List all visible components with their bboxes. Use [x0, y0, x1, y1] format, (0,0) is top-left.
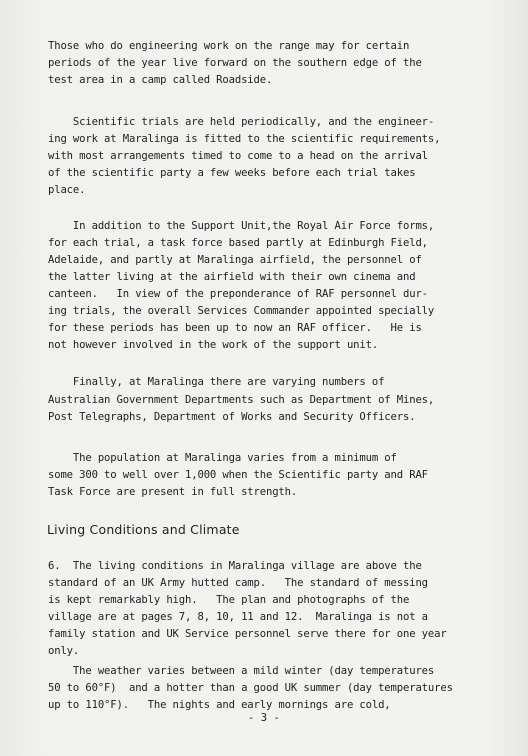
paragraph-4-line-1: Finally, at Maralinga there are varying numbers of: [48, 376, 385, 388]
section-heading: Living Conditions and Climate: [47, 522, 240, 537]
section-paragraph-1-line-6: only.: [48, 645, 80, 657]
section-paragraph-1-line-4: village are at pages 7, 8, 10, 11 and 12. Maralinga is not a: [48, 611, 428, 623]
paragraph-3-line-5: canteen. In view of the preponderance of RAF personnel dur-: [48, 288, 428, 300]
paragraph-3-line-2: for each trial, a task force based partly at Edinburgh Field,: [48, 237, 428, 249]
paragraph-3-line-6: ing trials, the overall Services Commander appointed specially: [48, 305, 435, 317]
paragraph-2-line-1: Scientific trials are held periodically, and the engineer-: [48, 116, 435, 128]
paragraph-1-line-2: periods of the year live forward on the southern edge of the: [48, 57, 422, 69]
page-number: - 3 -: [248, 712, 280, 724]
paragraph-3-line-7: for these periods has been up to now an RAF officer. He is: [48, 322, 422, 334]
section-paragraph-1-line-1: 6. The living conditions in Maralinga village are above the: [48, 560, 422, 572]
paragraph-3-line-3: Adelaide, and partly at Maralinga airfield, the personnel of: [48, 254, 422, 266]
paragraph-5-line-3: Task Force are present in full strength.: [48, 486, 298, 498]
paragraph-2-line-3: with most arrangements timed to come to a head on the arrival: [48, 150, 428, 162]
paragraph-3-line-4: the latter living at the airfield with their own cinema and: [48, 271, 416, 283]
section-paragraph-2-line-3: up to 110°F). The nights and early mornings are cold,: [48, 699, 391, 711]
paragraph-5-line-2: some 300 to well over 1,000 when the Scientific party and RAF: [48, 469, 428, 481]
paragraph-5-line-1: The population at Maralinga varies from a minimum of: [48, 452, 397, 464]
paragraph-2-line-5: place.: [48, 184, 86, 196]
section-paragraph-1-line-3: is kept remarkably high. The plan and photographs of the: [48, 594, 410, 606]
paragraph-2-line-4: of the scientific party a few weeks before each trial takes: [48, 167, 416, 179]
paragraph-1-line-3: test area in a camp called Roadside.: [48, 74, 273, 86]
section-paragraph-1-line-5: family station and UK Service personnel serve there for one year: [48, 628, 447, 640]
paragraph-3-line-8: not however involved in the work of the support unit.: [48, 339, 379, 351]
section-paragraph-2-line-1: The weather varies between a mild winter (day temperatures: [48, 665, 435, 677]
section-paragraph-1-line-2: standard of an UK Army hutted camp. The standard of messing: [48, 577, 428, 589]
paragraph-4-line-2: Australian Government Departments such as Department of Mines,: [48, 394, 435, 406]
paragraph-2-line-2: ing work at Maralinga is fitted to the scientific requirements,: [48, 133, 441, 145]
paragraph-4-line-3: Post Telegraphs, Department of Works and Security Officers.: [48, 411, 416, 423]
paragraph-1-line-1: Those who do engineering work on the range may for certain: [48, 40, 410, 52]
paragraph-3-line-1: In addition to the Support Unit,the Royal Air Force forms,: [48, 220, 435, 232]
section-paragraph-2-line-2: 50 to 60°F) and a hotter than a good UK summer (day temperatures: [48, 682, 453, 694]
